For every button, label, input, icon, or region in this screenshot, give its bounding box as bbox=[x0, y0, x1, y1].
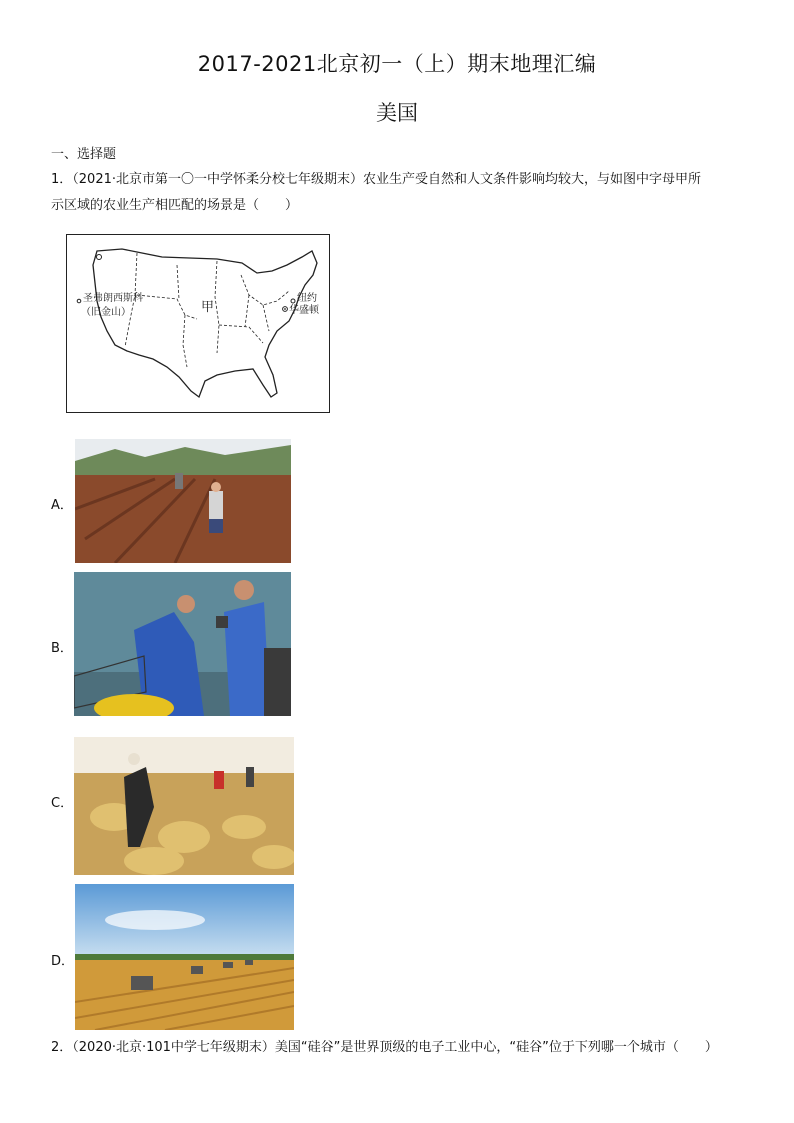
document-subtitle: 美国 bbox=[376, 101, 418, 125]
fishing-net-photo[interactable] bbox=[74, 572, 291, 716]
option-b-letter[interactable]: B． bbox=[51, 641, 73, 656]
question-2 bbox=[51, 1035, 751, 1061]
option-a-letter[interactable]: A． bbox=[51, 498, 73, 513]
map-label-old-gold-mountain: （旧金山） bbox=[81, 307, 131, 318]
field-planting-photo[interactable] bbox=[75, 439, 291, 563]
option-d-letter[interactable]: D． bbox=[51, 954, 75, 969]
map-label-jia: 甲 bbox=[201, 300, 215, 315]
option-c-letter[interactable]: C． bbox=[51, 796, 74, 811]
map-label-new-york: 纽约 bbox=[297, 293, 317, 304]
question-1 bbox=[51, 167, 751, 219]
question-1-line-1: 1．（2021·北京市第一〇一中学怀柔分校七年级期末）农业生产受自然和人文条件影响均较大，与如图中字母甲所 bbox=[51, 172, 701, 187]
section-heading: 一、选择题 bbox=[51, 147, 117, 162]
usa-map-figure bbox=[66, 234, 330, 413]
document-title: 2017-2021北京初一（上）期末地理汇编 bbox=[197, 52, 597, 76]
map-label-san-francisco: 圣弗朗西斯科 bbox=[83, 293, 143, 304]
question-2-line-1: 2．（2020·北京·101中学七年级期末）美国“硅谷”是世界顶级的电子工业中心，“硅谷”位于下列哪一个城市（ ） bbox=[51, 1040, 718, 1055]
question-1-line-2: 示区域的农业生产相匹配的场景是（ ） bbox=[51, 198, 299, 213]
wheat-combine-photo[interactable] bbox=[75, 884, 294, 1030]
map-label-washington: 华盛顿 bbox=[289, 305, 319, 316]
rice-harvest-photo[interactable] bbox=[74, 737, 294, 875]
